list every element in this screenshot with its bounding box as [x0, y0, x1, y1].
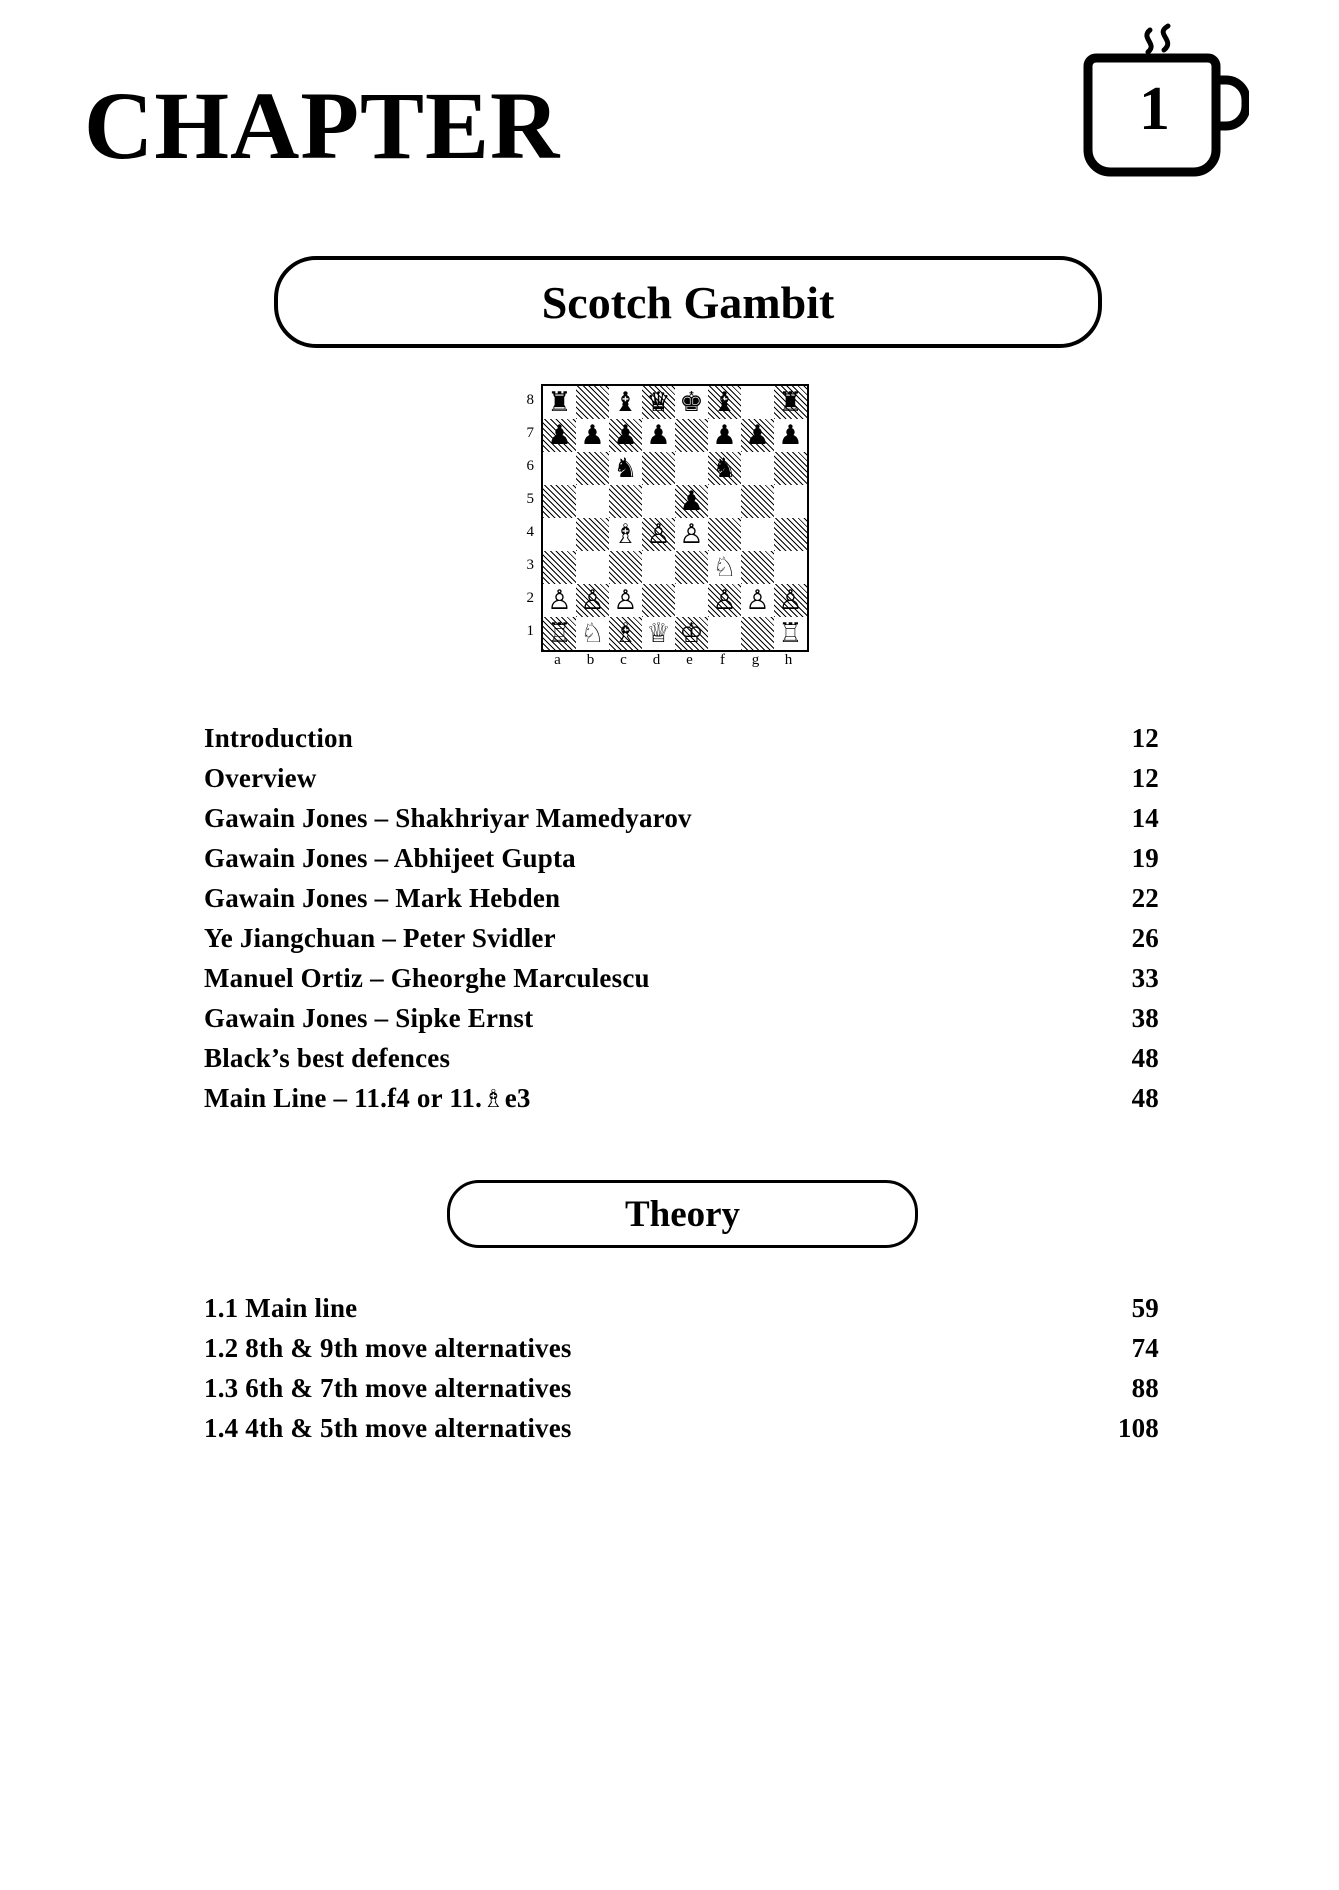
- chess-piece: ♟: [613, 420, 638, 451]
- list-item[interactable]: [204, 958, 1159, 998]
- list-item[interactable]: [204, 718, 1159, 758]
- chess-piece: ♜: [547, 387, 572, 418]
- chess-piece: ♙: [679, 519, 704, 550]
- file-label: g: [751, 652, 760, 668]
- board-square: [774, 485, 807, 518]
- chess-board: [541, 384, 809, 652]
- chess-piece: ♖: [778, 618, 803, 649]
- board-square: [609, 551, 642, 584]
- chess-piece: ♟: [778, 420, 803, 451]
- board-square: [576, 386, 609, 419]
- chess-piece: ♟: [646, 420, 671, 451]
- board-square: [576, 518, 609, 551]
- rank-label: 4: [526, 524, 534, 540]
- list-item-main-line[interactable]: [204, 1078, 1159, 1119]
- board-square: [675, 452, 708, 485]
- list-item[interactable]: [204, 1288, 1159, 1328]
- chess-piece: ♖: [547, 618, 572, 649]
- chapter-heading-pill: [274, 256, 1102, 348]
- contents-entry-page: 88: [1131, 1373, 1159, 1403]
- board-square: [675, 386, 708, 419]
- board-square: [675, 419, 708, 452]
- list-item[interactable]: [204, 1368, 1159, 1408]
- chapter-number-badge: [1074, 22, 1249, 197]
- chess-piece: ♙: [547, 585, 572, 616]
- board-square: [642, 485, 675, 518]
- main-line-text-after: e3: [504, 1083, 531, 1113]
- list-item[interactable]: [204, 838, 1159, 878]
- board-square: [708, 617, 741, 650]
- board-square: [774, 617, 807, 650]
- contents-list-theory: [204, 1288, 1159, 1448]
- list-item[interactable]: [204, 1038, 1159, 1078]
- board-square: [675, 551, 708, 584]
- board-square: [741, 452, 774, 485]
- board-square: [543, 584, 576, 617]
- chess-piece: ♙: [613, 585, 638, 616]
- contents-entry-label: Ye Jiangchuan – Peter Svidler: [204, 923, 556, 953]
- contents-entry-label: 1.4 4th & 5th move alternatives: [204, 1413, 572, 1443]
- file-label: f: [720, 652, 725, 668]
- board-square: [543, 419, 576, 452]
- chess-piece: ♟: [580, 420, 605, 451]
- contents-entry-label: Manuel Ortiz – Gheorghe Marculescu: [204, 963, 650, 993]
- board-square: [642, 518, 675, 551]
- rank-label: 7: [526, 425, 534, 441]
- file-label: e: [686, 652, 693, 668]
- board-square: [708, 452, 741, 485]
- chapter-number: 1: [1139, 75, 1170, 143]
- board-square: [543, 518, 576, 551]
- board-square: [576, 452, 609, 485]
- board-square: [708, 485, 741, 518]
- rank-label: 3: [526, 557, 534, 573]
- file-label: h: [784, 652, 793, 668]
- chess-piece: ♝: [712, 387, 737, 418]
- board-square: [543, 452, 576, 485]
- board-square: [609, 584, 642, 617]
- contents-entry-label: Gawain Jones – Shakhriyar Mamedyarov: [204, 803, 692, 833]
- board-square: [576, 419, 609, 452]
- board-square: [708, 551, 741, 584]
- chess-piece: ♟: [712, 420, 737, 451]
- board-square: [774, 419, 807, 452]
- contents-entry-page: 22: [1131, 883, 1159, 913]
- board-square: [642, 617, 675, 650]
- board-square: [741, 386, 774, 419]
- chess-piece: ♟: [679, 486, 704, 517]
- board-square: [675, 617, 708, 650]
- board-square: [741, 551, 774, 584]
- board-square: [675, 518, 708, 551]
- board-square: [708, 386, 741, 419]
- contents-entry-page: 26: [1131, 923, 1159, 953]
- chess-piece: ♝: [613, 387, 638, 418]
- chess-piece: ♙: [580, 585, 605, 616]
- contents-entry-label: 1.2 8th & 9th move alternatives: [204, 1333, 572, 1363]
- file-label: c: [620, 652, 627, 668]
- chess-piece: ♙: [712, 585, 737, 616]
- rank-label: 2: [526, 590, 534, 606]
- rank-label: 5: [526, 491, 534, 507]
- board-square: [675, 485, 708, 518]
- board-square: [741, 584, 774, 617]
- contents-entry-page: 48: [1131, 1083, 1159, 1113]
- page-title: CHAPTER: [84, 72, 561, 179]
- board-square: [774, 551, 807, 584]
- contents-entry-label: 1.1 Main line: [204, 1293, 358, 1323]
- board-square: [609, 386, 642, 419]
- rank-labels: [513, 384, 541, 648]
- board-square: [642, 551, 675, 584]
- contents-entry-page: 48: [1131, 1043, 1159, 1073]
- board-square: [609, 617, 642, 650]
- rank-label: 8: [526, 392, 534, 408]
- contents-entry-label: Gawain Jones – Sipke Ernst: [204, 1003, 534, 1033]
- chess-piece: ♙: [646, 519, 671, 550]
- contents-entry-label: Black’s best defences: [204, 1043, 451, 1073]
- chess-piece: ♘: [712, 552, 737, 583]
- list-item[interactable]: [204, 878, 1159, 918]
- file-label: d: [652, 652, 661, 668]
- board-square: [543, 617, 576, 650]
- board-square: [774, 452, 807, 485]
- contents-entry-page: 12: [1131, 723, 1159, 753]
- board-square: [642, 386, 675, 419]
- list-item[interactable]: [204, 998, 1159, 1038]
- chess-piece: ♞: [613, 453, 638, 484]
- file-label: a: [554, 652, 561, 668]
- contents-list-games: [204, 718, 1159, 1119]
- file-labels: [541, 652, 809, 669]
- contents-entry-label: [204, 1078, 531, 1119]
- contents-entry-label: Overview: [204, 763, 317, 793]
- board-square: [675, 584, 708, 617]
- board-square: [741, 485, 774, 518]
- board-square: [576, 485, 609, 518]
- contents-entry-label: Introduction: [204, 723, 353, 753]
- board-square: [741, 617, 774, 650]
- contents-entry-page: 33: [1131, 963, 1159, 993]
- chess-piece: ♙: [745, 585, 770, 616]
- chess-piece: ♛: [646, 387, 671, 418]
- chess-piece: ♟: [547, 420, 572, 451]
- board-square: [576, 551, 609, 584]
- contents-entry-page: 19: [1131, 843, 1159, 873]
- contents-entry-page: 108: [1117, 1413, 1159, 1443]
- contents-entry-page: 74: [1131, 1333, 1159, 1363]
- chess-piece: ♗: [613, 618, 638, 649]
- board-square: [609, 518, 642, 551]
- board-square: [774, 386, 807, 419]
- rank-label: 1: [526, 623, 534, 639]
- contents-entry-page: 38: [1131, 1003, 1159, 1033]
- contents-entry-label: Gawain Jones – Mark Hebden: [204, 883, 561, 913]
- board-square: [576, 584, 609, 617]
- list-item[interactable]: [204, 1408, 1159, 1448]
- theory-heading-pill: [447, 1180, 918, 1248]
- board-square: [708, 419, 741, 452]
- list-item[interactable]: [204, 798, 1159, 838]
- chess-piece: ♚: [679, 387, 704, 418]
- board-square: [609, 485, 642, 518]
- main-line-text-before: Main Line – 11.f4 or 11.: [204, 1083, 483, 1113]
- bishop-icon: ♗: [482, 1084, 505, 1113]
- board-square: [642, 584, 675, 617]
- chess-piece: ♕: [646, 618, 671, 649]
- chess-piece: ♙: [778, 585, 803, 616]
- contents-entry-page: 59: [1131, 1293, 1159, 1323]
- chess-piece: ♗: [613, 519, 638, 550]
- theory-heading-label: Theory: [624, 1193, 741, 1235]
- file-label: b: [586, 652, 595, 668]
- chess-piece: ♞: [712, 453, 737, 484]
- board-square: [708, 518, 741, 551]
- contents-entry-label: Gawain Jones – Abhijeet Gupta: [204, 843, 576, 873]
- board-square: [774, 584, 807, 617]
- board-square: [543, 551, 576, 584]
- board-square: [741, 419, 774, 452]
- board-square: [774, 518, 807, 551]
- board-square: [642, 419, 675, 452]
- chapter-heading-label: Scotch Gambit: [541, 276, 835, 328]
- list-item[interactable]: [204, 758, 1159, 798]
- chess-piece: ♜: [778, 387, 803, 418]
- board-square: [609, 419, 642, 452]
- contents-entry-label: 1.3 6th & 7th move alternatives: [204, 1373, 572, 1403]
- list-item[interactable]: [204, 918, 1159, 958]
- board-square: [543, 386, 576, 419]
- contents-entry-page: 12: [1131, 763, 1159, 793]
- chess-piece: ♘: [580, 618, 605, 649]
- board-square: [741, 518, 774, 551]
- chess-piece: ♟: [745, 420, 770, 451]
- board-square: [642, 452, 675, 485]
- list-item[interactable]: [204, 1328, 1159, 1368]
- rank-label: 6: [526, 458, 534, 474]
- contents-entry-page: 14: [1131, 803, 1159, 833]
- board-square: [708, 584, 741, 617]
- chess-piece: ♔: [679, 618, 704, 649]
- board-square: [543, 485, 576, 518]
- board-square: [576, 617, 609, 650]
- chess-diagram: [513, 384, 825, 668]
- board-square: [609, 452, 642, 485]
